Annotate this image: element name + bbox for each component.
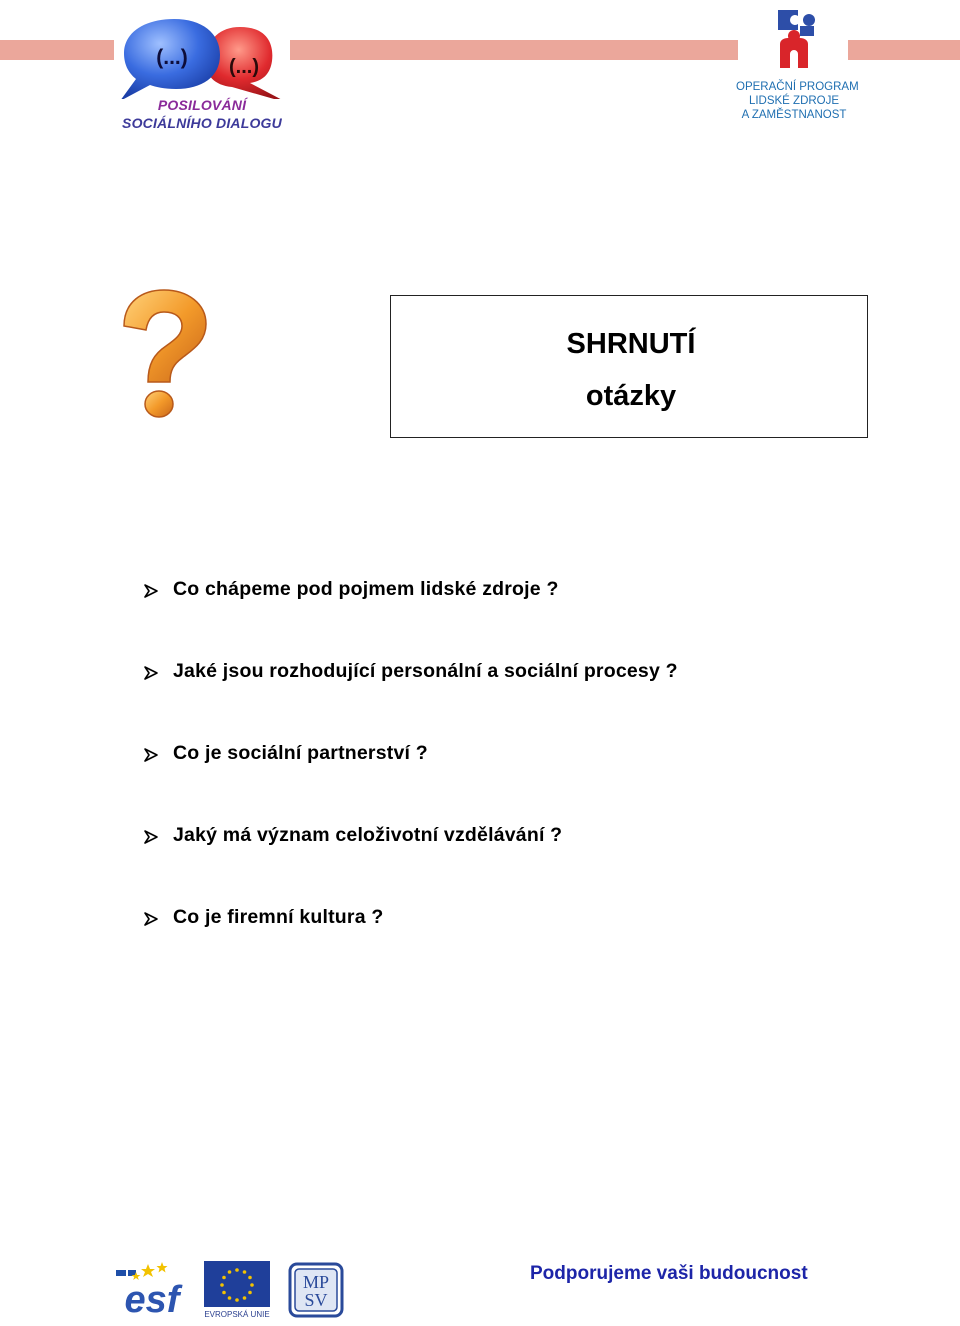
header-stripe-middle	[290, 40, 738, 60]
svg-text:(...): (...)	[229, 56, 259, 78]
question-text: Jaké jsou rozhodující personální a sociální procesy ?	[173, 660, 678, 682]
svg-text:MP: MP	[302, 1272, 330, 1292]
svg-text:SV: SV	[304, 1290, 328, 1310]
arrow-bullet-icon	[142, 582, 160, 600]
question-list	[142, 578, 902, 988]
question-text: Co chápeme pod pojmem lidské zdroje ?	[173, 578, 559, 600]
op-lzz-text	[736, 80, 859, 122]
puzzle-person-icon	[774, 6, 820, 72]
arrow-bullet-icon	[142, 664, 160, 682]
svg-text:(...): (...)	[156, 46, 188, 69]
summary-box	[390, 295, 868, 438]
op-line2: LIDSKÉ ZDROJE	[748, 95, 840, 107]
question-text: Jaký má význam celoživotní vzdělávání ?	[173, 824, 563, 846]
list-item	[142, 742, 902, 824]
list-item	[142, 660, 902, 742]
esf-logo	[112, 1260, 190, 1316]
summary-title: SHRNUTÍ	[566, 328, 696, 360]
svg-text:esf: esf	[124, 1279, 180, 1316]
eu-label: EVROPSKÁ UNIE	[204, 1310, 270, 1319]
list-item	[142, 906, 902, 988]
summary-subtitle: otázky	[585, 380, 677, 412]
eu-logo	[204, 1261, 270, 1319]
op-line3: A ZAMĚSTNANOST	[741, 109, 847, 121]
arrow-bullet-icon	[142, 746, 160, 764]
mpsv-logo	[288, 1262, 344, 1318]
header-stripe-right	[848, 40, 960, 60]
list-item	[142, 578, 902, 660]
footer-slogan: Podporujeme vaši budoucnost	[530, 1263, 808, 1284]
eu-flag-icon	[204, 1261, 270, 1309]
list-item	[142, 824, 902, 906]
logo-tagline-line2: SOCIÁLNÍHO DIALOGU	[122, 115, 282, 131]
op-line1: OPERAČNÍ PROGRAM	[736, 81, 859, 93]
question-text: Co je sociální partnerství ?	[173, 742, 428, 764]
question-mark-icon	[110, 282, 210, 424]
arrow-bullet-icon	[142, 828, 160, 846]
op-lzz-logo	[736, 6, 859, 126]
footer-logos	[112, 1258, 352, 1322]
header-stripe-left	[0, 40, 114, 60]
arrow-bullet-icon	[142, 910, 160, 928]
posilovani-socialniho-dialogu-logo	[112, 15, 292, 140]
speech-bubbles-icon	[112, 15, 292, 99]
logo-tagline-line1: POSILOVÁNÍ	[157, 97, 247, 113]
question-text: Co je firemní kultura ?	[173, 906, 384, 928]
